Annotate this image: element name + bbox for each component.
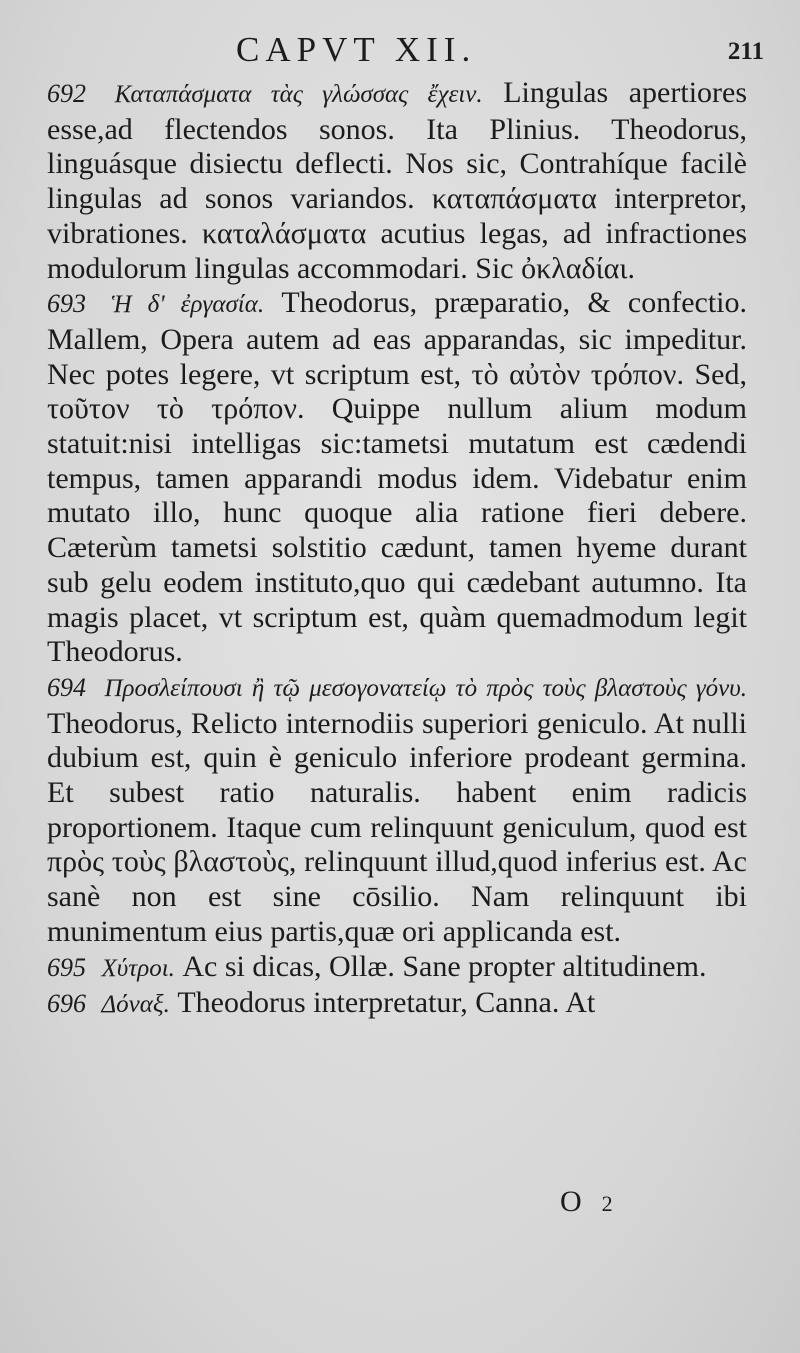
greek-lemma: Καταπάσματα τὰς γλώσσας ἔχειν. xyxy=(114,81,483,108)
note-696 xyxy=(47,986,747,1023)
page-header xyxy=(0,30,800,80)
note-number: 695 xyxy=(47,952,86,982)
signature-number: 2 xyxy=(601,1191,613,1216)
page-footer xyxy=(0,1185,800,1225)
signature-mark xyxy=(560,1185,613,1219)
note-text: Theodorus, Relicto internodiis superiori geniculo. At nulli dubium est, quin è geniculo inferiore prodeant germina. Et subest ratio naturalis. habent enim radicis proportionem. Itaque cum relinquunt geniculum, quod est πρὸς τοὺς βλαστοὺς, relinquunt illud,quod inferius est. Ac sanè non est sine cōsilio. Nam relinquunt ibi munimentum eius partis,quæ ori applicanda est. xyxy=(47,706,747,948)
note-692 xyxy=(47,76,747,286)
note-number: 693 xyxy=(47,289,86,319)
greek-lemma: Χύτροι. xyxy=(101,954,175,982)
note-text: Theodorus interpretatur, Canna. At xyxy=(177,986,596,1020)
greek-lemma: Προσλείπουσι ἢ τῷ μεσογονατείῳ τὸ πρὸς τοὺς βλαστοὺς γόνυ. xyxy=(104,674,747,702)
note-text: Ac si dicas, Ollæ. Sane propter altitudinem. xyxy=(182,949,707,983)
note-number: 692 xyxy=(47,79,86,108)
note-number: 694 xyxy=(47,672,86,702)
note-text: Lingulas apertiores esse,ad flectendos sonos. Ita Plinius. Theodorus, linguásque disiectu deflecti. Nos sic, Contrahíque facilè lingulas ad sonos variandos. καταπάσματα interpretor, vibrationes. καταλάσματα acutius legas, ad infractiones modulorum lingulas accommodari. Sic ὀκλαδίαι. xyxy=(47,76,748,285)
running-head: CAPVT XII. xyxy=(236,30,477,69)
signature-letter: O xyxy=(560,1185,582,1218)
note-number: 696 xyxy=(47,989,86,1019)
note-text: Theodorus, præparatio, & confectio. Mallem, Opera autem ad eas apparandas, sic impeditur. Nec potes legere, vt scriptum est, τὸ αὐτὸν τρόπον. Sed, τοῦτον τὸ τρόπον. Quippe nullum alium modum statuit:nisi intelligas sic:tametsi mutatum est cædendi tempus, tamen apparandi modus idem. Videbatur enim mutato illo, hunc quoque alia ratione fieri debere. Cæterùm tametsi solstitio cædunt, tamen hyeme durant sub gelu eodem instituto,quo qui cædebant autumno. Ita magis placet, vt scriptum est, quàm quemadmodum legit Theodorus. xyxy=(47,286,748,669)
note-694 xyxy=(47,670,747,950)
page-number: 211 xyxy=(727,38,764,65)
note-695 xyxy=(47,950,747,987)
note-693 xyxy=(47,286,747,670)
commentary-body xyxy=(47,76,747,1023)
greek-lemma: Δόναξ. xyxy=(101,991,170,1019)
greek-lemma: Ἡ δ' ἐργασία. xyxy=(111,291,265,319)
